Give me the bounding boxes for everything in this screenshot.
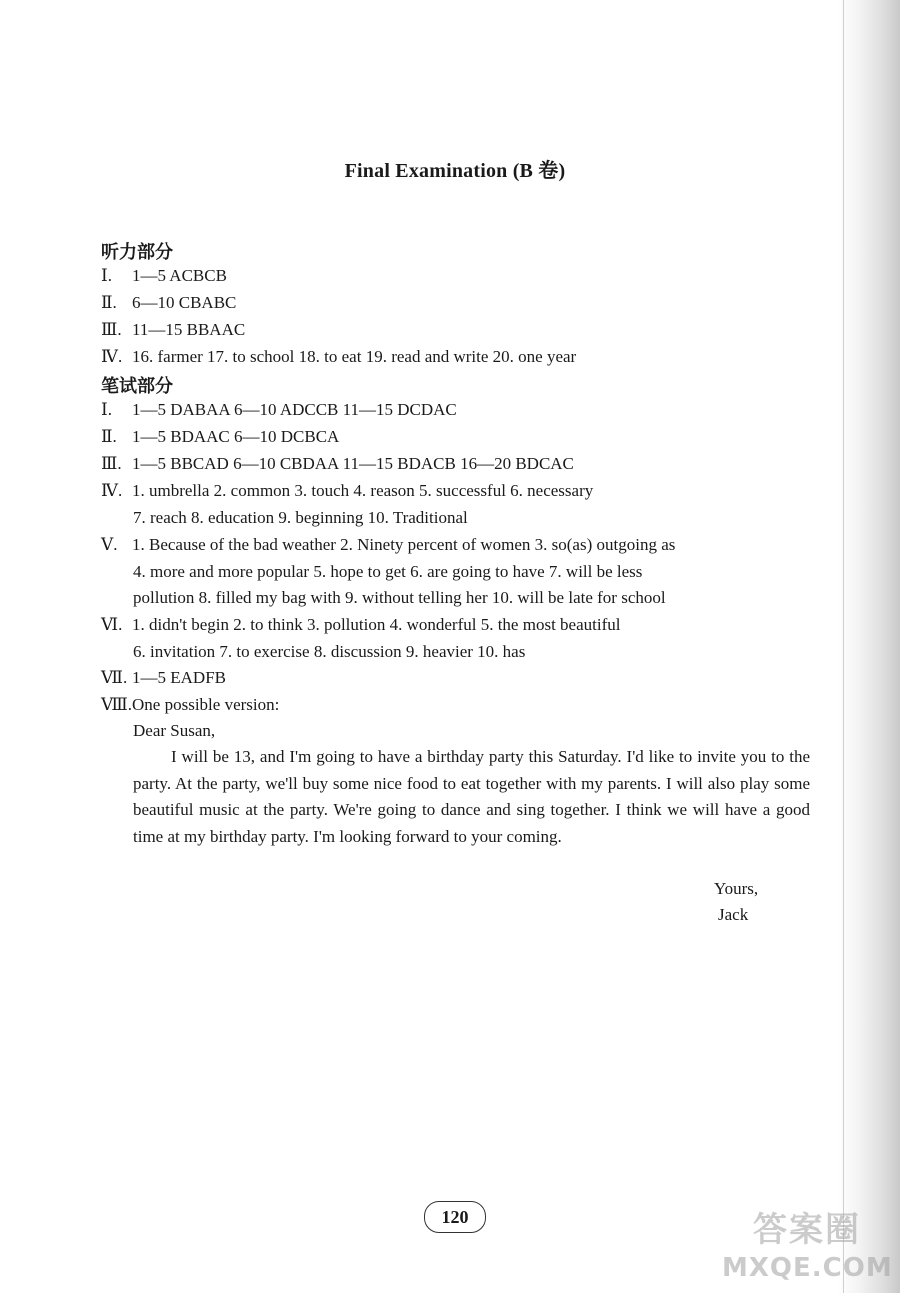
listening-answer-line <box>101 320 245 340</box>
sample-letter <box>133 718 810 850</box>
written-answer-line <box>101 695 279 715</box>
roman-numeral: Ⅵ. <box>101 615 123 634</box>
written-answer-line <box>101 615 620 635</box>
answer-text: 16. farmer 17. to school 18. to eat 19. read and write 20. one year <box>132 347 577 366</box>
answer-text: 1—5 ACBCB <box>132 266 227 285</box>
watermark-logo-text: 答案圈 <box>753 1210 861 1250</box>
letter-body: I will be 13, and I'm going to have a birthday party this Saturday. I'd like to invite you to the party. At the party, we'll buy some nice food to eat together with my parents. I will also play some beautiful music at the party. We're going to dance and sing together. I think we will have a good time at my birthday party. I'm looking forward to your coming. <box>133 747 810 846</box>
watermark-site-text: MXQE.COM <box>722 1253 893 1283</box>
roman-numeral: Ⅱ. <box>101 293 117 312</box>
letter-greeting: Dear Susan, <box>133 721 216 740</box>
written-answer-continuation <box>133 562 642 582</box>
roman-numeral: Ⅴ. <box>101 535 118 554</box>
written-answer-line <box>101 427 339 447</box>
roman-numeral: Ⅰ. <box>101 266 112 285</box>
written-answer-line <box>101 454 574 474</box>
answer-text: pollution 8. filled my bag with 9. without telling her 10. will be late for school <box>133 588 666 607</box>
answer-text: 6—10 CBABC <box>132 293 237 312</box>
answer-text: One possible version: <box>132 695 280 714</box>
answer-text: 4. more and more popular 5. hope to get 6. are going to have 7. will be less <box>133 562 643 581</box>
listening-answer-line <box>101 293 236 313</box>
written-answer-line <box>101 400 457 420</box>
roman-numeral: Ⅲ. <box>101 454 122 473</box>
written-answer-line <box>101 535 675 555</box>
answer-text: 11—15 BBAAC <box>132 320 246 339</box>
page-number: 120 <box>424 1201 486 1233</box>
written-heading: 笔试部分 <box>101 376 173 397</box>
watermark-logo <box>722 1208 892 1284</box>
written-answer-line <box>101 481 593 501</box>
answer-text: 1—5 BDAAC 6—10 DCBCA <box>132 427 340 446</box>
answer-text: 1. didn't begin 2. to think 3. pollution 4. wonderful 5. the most beautiful <box>132 615 621 634</box>
answer-text: 6. invitation 7. to exercise 8. discussion 9. heavier 10. has <box>133 642 526 661</box>
answer-text: 1—5 BBCAD 6—10 CBDAA 11—15 BDACB 16—20 BDCAC <box>132 454 574 473</box>
letter-closing: Yours, <box>714 879 759 898</box>
listening-answer-line <box>101 347 576 367</box>
written-answer-continuation <box>133 642 525 662</box>
written-answer-continuation <box>133 508 468 528</box>
roman-numeral: Ⅰ. <box>101 400 112 419</box>
roman-numeral: Ⅳ. <box>101 347 123 366</box>
letter-signature: Jack <box>718 905 749 924</box>
answer-text: 1. umbrella 2. common 3. touch 4. reason 5. successful 6. necessary <box>132 481 594 500</box>
written-answer-continuation <box>133 588 666 608</box>
answer-text: 1—5 EADFB <box>132 668 226 687</box>
page-edge-line <box>843 0 844 1293</box>
roman-numeral: Ⅱ. <box>101 427 117 446</box>
roman-numeral: Ⅳ. <box>101 481 123 500</box>
listening-answer-line <box>101 266 227 286</box>
book-spine-shadow <box>838 0 900 1293</box>
written-answer-line <box>101 668 226 688</box>
answer-text: 1. Because of the bad weather 2. Ninety percent of women 3. so(as) outgoing as <box>132 535 676 554</box>
roman-numeral: Ⅶ. <box>101 668 128 687</box>
roman-numeral: Ⅷ. <box>101 695 133 714</box>
answer-text: 7. reach 8. education 9. beginning 10. Traditional <box>133 508 468 527</box>
listening-heading: 听力部分 <box>101 242 173 263</box>
roman-numeral: Ⅲ. <box>101 320 122 339</box>
page-title: Final Examination (B 卷) <box>344 160 566 182</box>
answer-text: 1—5 DABAA 6—10 ADCCB 11—15 DCDAC <box>132 400 457 419</box>
